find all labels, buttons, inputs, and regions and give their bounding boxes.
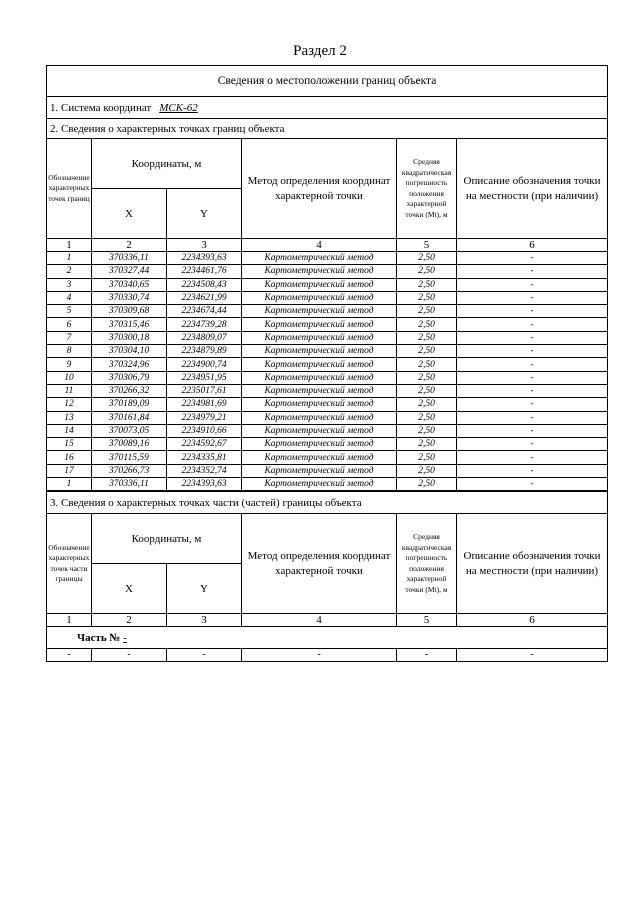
table-row — [47, 478, 608, 491]
coord-x: 370161,84 — [92, 411, 167, 424]
description: - — [457, 331, 608, 344]
coord-y: 2234335,81 — [167, 451, 242, 464]
description: - — [457, 424, 608, 437]
empty-cell: - — [47, 649, 92, 662]
header-point: Обозначение характерных точек границ — [47, 139, 92, 239]
description: - — [457, 398, 608, 411]
column-number: 1 — [47, 614, 92, 627]
point-number: 11 — [47, 384, 92, 397]
empty-cell: - — [167, 649, 242, 662]
error-mt: 2,50 — [397, 384, 457, 397]
coord-y: 2234621,99 — [167, 291, 242, 304]
coord-y: 2234508,43 — [167, 278, 242, 291]
error-mt: 2,50 — [397, 371, 457, 384]
coord-y: 2234592,67 — [167, 438, 242, 451]
header-point: Обозначение характерных точек части границы — [47, 514, 92, 614]
point-number: 17 — [47, 464, 92, 477]
header-error: Средняя квадратическая погрешность положения характерной точки (Mt), м — [397, 514, 457, 614]
description: - — [457, 345, 608, 358]
header-coordinates: Координаты, м — [92, 139, 242, 189]
table-row — [47, 424, 608, 437]
point-number: 7 — [47, 331, 92, 344]
page-title: Раздел 2 — [293, 43, 347, 59]
header-y: Y — [167, 189, 242, 239]
table-row — [47, 398, 608, 411]
method: Картометрический метод — [242, 384, 397, 397]
boundaries-table — [46, 65, 608, 491]
point-number: 13 — [47, 411, 92, 424]
coord-x: 370327,44 — [92, 265, 167, 278]
table-title: Сведения о местоположении границ объекта — [47, 66, 608, 97]
error-mt: 2,50 — [397, 451, 457, 464]
part-label: Часть № — [77, 631, 121, 644]
table-row — [47, 305, 608, 318]
point-number: 1 — [47, 252, 92, 265]
coord-x: 370089,16 — [92, 438, 167, 451]
header-description: Описание обозначения точки на местности (при наличии) — [457, 514, 608, 614]
method: Картометрический метод — [242, 424, 397, 437]
method: Картометрический метод — [242, 252, 397, 265]
table-row — [47, 451, 608, 464]
error-mt: 2,50 — [397, 252, 457, 265]
column-number: 6 — [457, 614, 608, 627]
description: - — [457, 451, 608, 464]
method: Картометрический метод — [242, 345, 397, 358]
point-number: 1 — [47, 478, 92, 491]
section2-title: 2. Сведения о характерных точках границ объекта — [47, 119, 608, 139]
error-mt: 2,50 — [397, 331, 457, 344]
method: Картометрический метод — [242, 305, 397, 318]
column-number: 6 — [457, 239, 608, 252]
coord-y: 2234352,74 — [167, 464, 242, 477]
header-y: Y — [167, 564, 242, 614]
coord-x: 370309,68 — [92, 305, 167, 318]
error-mt: 2,50 — [397, 265, 457, 278]
coord-x: 370306,79 — [92, 371, 167, 384]
coord-y: 2234393,63 — [167, 478, 242, 491]
coord-x: 370266,32 — [92, 384, 167, 397]
point-number: 6 — [47, 318, 92, 331]
description: - — [457, 384, 608, 397]
table-row — [47, 411, 608, 424]
coord-y: 2234461,76 — [167, 265, 242, 278]
table-row — [47, 252, 608, 265]
coord-x: 370304,10 — [92, 345, 167, 358]
point-number: 14 — [47, 424, 92, 437]
coordinate-system-label: 1. Система координат — [50, 101, 152, 114]
header-description: Описание обозначения точки на местности (при наличии) — [457, 139, 608, 239]
point-number: 2 — [47, 265, 92, 278]
coord-x: 370115,59 — [92, 451, 167, 464]
column-number: 2 — [92, 614, 167, 627]
coord-x: 370336,11 — [92, 478, 167, 491]
empty-cell: - — [457, 649, 608, 662]
point-number: 5 — [47, 305, 92, 318]
table-row — [47, 345, 608, 358]
coord-y: 2234809,07 — [167, 331, 242, 344]
method: Картометрический метод — [242, 464, 397, 477]
coord-y: 2234910,66 — [167, 424, 242, 437]
empty-cell: - — [397, 649, 457, 662]
coord-x: 370330,74 — [92, 291, 167, 304]
error-mt: 2,50 — [397, 464, 457, 477]
method: Картометрический метод — [242, 318, 397, 331]
error-mt: 2,50 — [397, 305, 457, 318]
header-x: X — [92, 564, 167, 614]
description: - — [457, 278, 608, 291]
column-number: 5 — [397, 614, 457, 627]
description: - — [457, 305, 608, 318]
error-mt: 2,50 — [397, 358, 457, 371]
description: - — [457, 478, 608, 491]
column-number: 4 — [242, 239, 397, 252]
coord-y: 2234674,44 — [167, 305, 242, 318]
coordinate-system-value: МСК-62 — [159, 101, 198, 114]
point-number: 15 — [47, 438, 92, 451]
header-x: X — [92, 189, 167, 239]
section3-title: 3. Сведения о характерных точках части (частей) границы объекта — [47, 492, 608, 514]
header-method: Метод определения координат характерной точки — [242, 139, 397, 239]
table-row — [47, 318, 608, 331]
description: - — [457, 438, 608, 451]
coordinate-system-row — [47, 97, 608, 119]
point-number: 3 — [47, 278, 92, 291]
point-number: 16 — [47, 451, 92, 464]
table-row — [47, 438, 608, 451]
coord-x: 370336,11 — [92, 252, 167, 265]
table-row — [47, 265, 608, 278]
error-mt: 2,50 — [397, 424, 457, 437]
error-mt: 2,50 — [397, 278, 457, 291]
method: Картометрический метод — [242, 438, 397, 451]
description: - — [457, 371, 608, 384]
column-number: 4 — [242, 614, 397, 627]
empty-cell: - — [92, 649, 167, 662]
error-mt: 2,50 — [397, 318, 457, 331]
method: Картометрический метод — [242, 278, 397, 291]
method: Картометрический метод — [242, 358, 397, 371]
error-mt: 2,50 — [397, 478, 457, 491]
description: - — [457, 252, 608, 265]
coord-y: 2234979,21 — [167, 411, 242, 424]
header-method: Метод определения координат характерной точки — [242, 514, 397, 614]
table-row — [47, 358, 608, 371]
method: Картометрический метод — [242, 478, 397, 491]
header-error: Средняя квадратическая погрешность положения характерной точки (Mt), м — [397, 139, 457, 239]
header-coordinates: Координаты, м — [92, 514, 242, 564]
empty-row — [47, 649, 608, 662]
empty-cell: - — [242, 649, 397, 662]
coord-x: 370073,05 — [92, 424, 167, 437]
error-mt: 2,50 — [397, 411, 457, 424]
coord-y: 2234393,63 — [167, 252, 242, 265]
table-row — [47, 464, 608, 477]
column-numbers-row — [47, 614, 608, 627]
method: Картометрический метод — [242, 411, 397, 424]
section3-table — [46, 491, 608, 662]
method: Картометрический метод — [242, 265, 397, 278]
error-mt: 2,50 — [397, 398, 457, 411]
table-row — [47, 291, 608, 304]
coord-y: 2234739,28 — [167, 318, 242, 331]
description: - — [457, 265, 608, 278]
method: Картометрический метод — [242, 331, 397, 344]
part-label-row — [47, 627, 608, 649]
description: - — [457, 291, 608, 304]
error-mt: 2,50 — [397, 345, 457, 358]
point-number: 12 — [47, 398, 92, 411]
method: Картометрический метод — [242, 371, 397, 384]
description: - — [457, 318, 608, 331]
coord-y: 2234900,74 — [167, 358, 242, 371]
table-row — [47, 331, 608, 344]
coord-x: 370315,46 — [92, 318, 167, 331]
coord-x: 370340,65 — [92, 278, 167, 291]
column-number: 3 — [167, 239, 242, 252]
coord-y: 2234951,95 — [167, 371, 242, 384]
coord-x: 370300,18 — [92, 331, 167, 344]
column-numbers-row — [47, 239, 608, 252]
point-number: 8 — [47, 345, 92, 358]
column-number: 2 — [92, 239, 167, 252]
table-row — [47, 384, 608, 397]
method: Картометрический метод — [242, 398, 397, 411]
description: - — [457, 464, 608, 477]
method: Картометрический метод — [242, 291, 397, 304]
error-mt: 2,50 — [397, 438, 457, 451]
point-number: 9 — [47, 358, 92, 371]
table-row — [47, 278, 608, 291]
method: Картометрический метод — [242, 451, 397, 464]
table-row — [47, 371, 608, 384]
coord-x: 370324,96 — [92, 358, 167, 371]
column-number: 3 — [167, 614, 242, 627]
coord-y: 2235017,61 — [167, 384, 242, 397]
error-mt: 2,50 — [397, 291, 457, 304]
part-number: - — [123, 631, 127, 644]
description: - — [457, 411, 608, 424]
column-number: 1 — [47, 239, 92, 252]
point-number: 10 — [47, 371, 92, 384]
column-number: 5 — [397, 239, 457, 252]
coord-x: 370189,09 — [92, 398, 167, 411]
point-number: 4 — [47, 291, 92, 304]
coord-y: 2234879,89 — [167, 345, 242, 358]
coord-y: 2234981,69 — [167, 398, 242, 411]
description: - — [457, 358, 608, 371]
coord-x: 370266,73 — [92, 464, 167, 477]
